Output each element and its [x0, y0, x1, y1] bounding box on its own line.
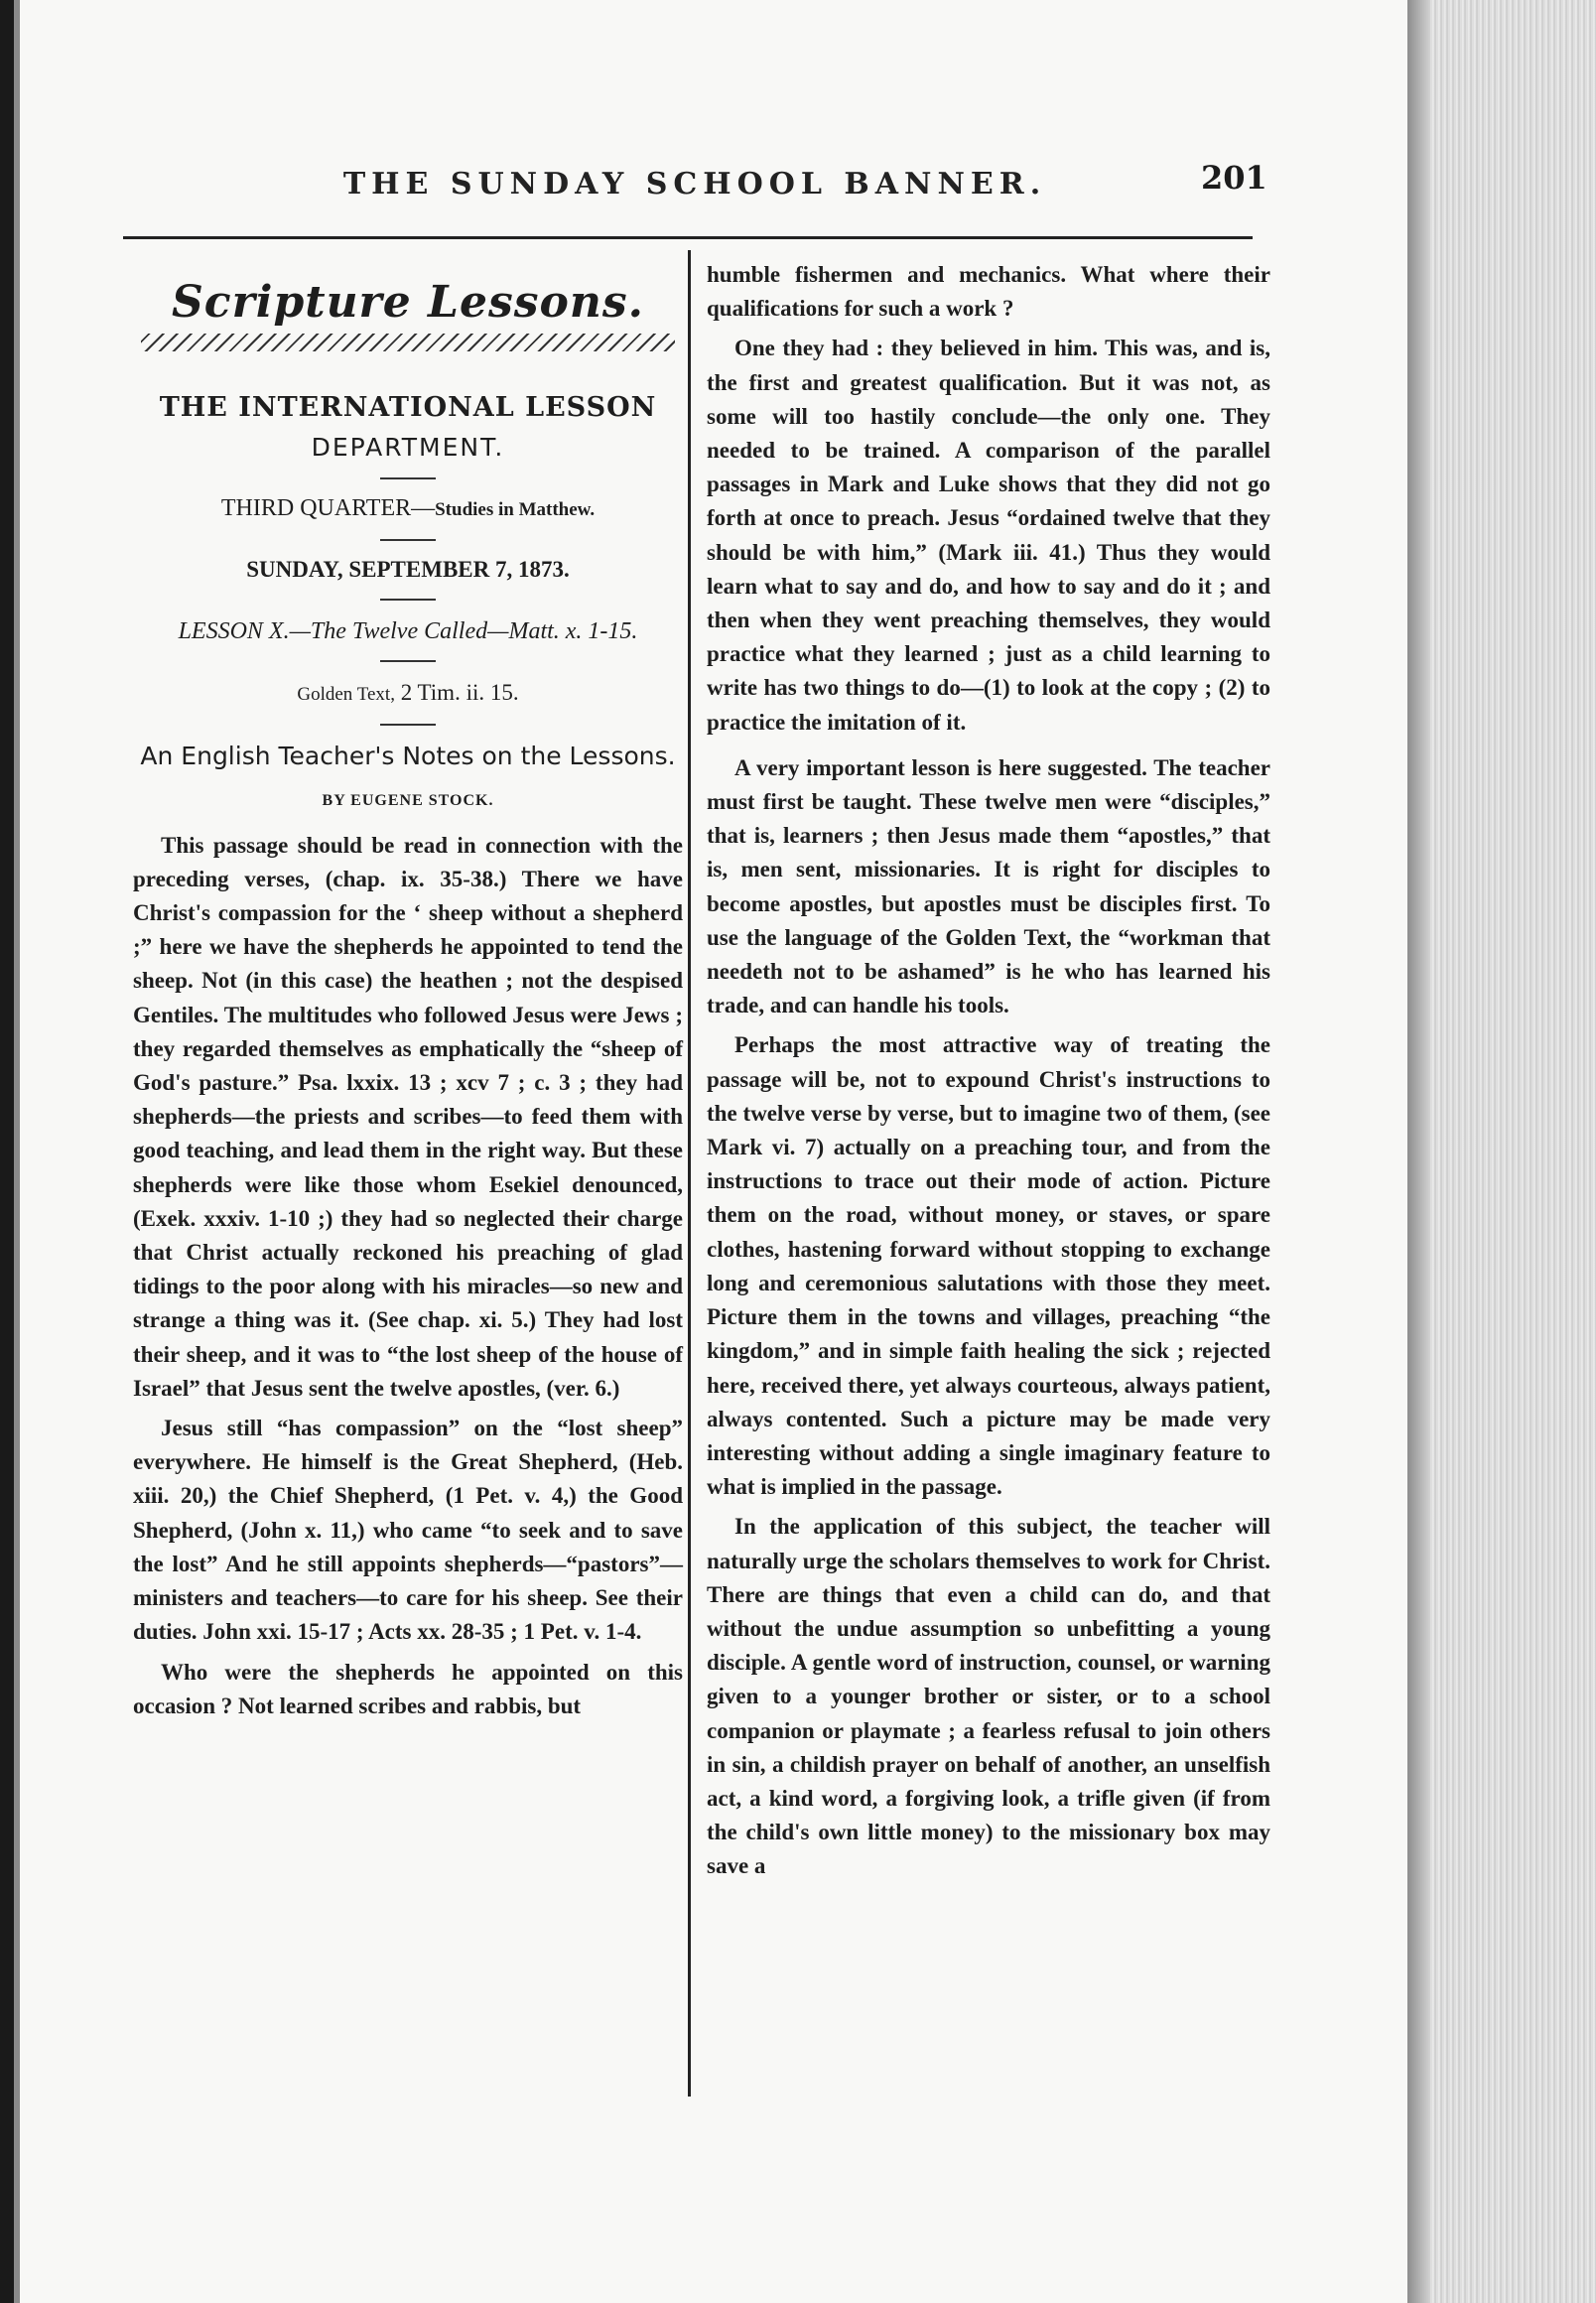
masthead-title: Scripture Lessons.: [172, 277, 644, 328]
paragraph: In the application of this subject, the teacher will naturally urge the scholars themselves to work for Christ. There are things that even a child can do, and that without the undue assumption so unbefitting a young disciple. A gentle word of instruction, counsel, or warning given to a younger brother or sister, or to a school companion or playmate ; a fearless refusal to join others in sin, a childish prayer on behalf of another, an unselfish act, a kind word, a forgiving look, a trifle given (if from the child's own little money) to the missionary box may save a: [707, 1514, 1270, 1879]
short-rule: [380, 539, 436, 541]
right-column: [707, 258, 1270, 1884]
quarter-main: THIRD QUARTER—: [220, 494, 436, 521]
paragraph: One they had : they believed in him. This was, and is, the first and greatest qualification. But it was not, as some will too hastily conclude—the only one. They needed to be trained. A comparison of the parallel passages in Mark and Luke shows that they did not go forth at once to preach. Jesus “ordained twelve that they should be with him,” (Mark iii. 41.) Thus they would learn what to say and do, and how to say and do it ; and then when they went preaching themselves, they would practice what they learned ; just as a child learning to write has two things to do—(1) to look at the copy ; (2) to practice the imitation of it.: [707, 336, 1270, 735]
department-subtitle: DEPARTMENT.: [311, 433, 505, 463]
running-head: THE SUNDAY SCHOOL BANNER.: [342, 167, 1047, 202]
column-divider: [688, 250, 691, 2097]
notes-title: An English Teacher's Notes on the Lessons.: [140, 742, 676, 771]
paragraph: Jesus still “has compassion” on the “lost sheep” everywhere. He himself is the Great Shepherd, (Heb. xiii. 20,) the Chief Shepherd, (1 Pet. v. 4,) the Good Shepherd, (John x. 11,) who came “to seek and to save the lost” And he still appoints shepherds—“pastors”—ministers and teachers—to care for his sheep. See their duties. John xxi. 15-17 ; Acts xx. 28-35 ; 1 Pet. v. 1-4.: [133, 1416, 683, 1645]
book-spine: [0, 0, 14, 2303]
byline: BY EUGENE STOCK.: [322, 792, 494, 810]
golden-text: [133, 676, 683, 712]
golden-text-label: Golden Text,: [297, 684, 395, 706]
lesson-heading: LESSON X.—The Twelve Called—Matt. x. 1-15.: [178, 618, 638, 645]
page-number: 201: [1201, 159, 1267, 197]
quarter-heading: [133, 491, 683, 527]
lesson-date: SUNDAY, SEPTEMBER 7, 1873.: [246, 556, 570, 582]
paragraph: Who were the shepherds he appointed on this occasion ? Not learned scribes and rabbis, but: [133, 1659, 683, 1718]
short-rule: [380, 599, 436, 601]
short-rule: [380, 724, 436, 726]
quarter-studies: Studies in Matthew.: [435, 498, 596, 520]
left-column: [133, 258, 683, 1723]
short-rule: [380, 660, 436, 662]
short-rule: [380, 477, 436, 479]
wavy-ornament-rule: [141, 334, 675, 351]
header-rule: [123, 236, 1253, 239]
department-title: THE INTERNATIONAL LESSON: [159, 392, 657, 424]
paragraph: A very important lesson is here suggested. The teacher must first be taught. These twelve men were “disciples,” that is, learners ; then Jesus made them “apostles,” that is, men sent, missionaries. It is right for disciples to become apostles, but apostles must be disciples first. To use the language of the Golden Text, the “workman that needeth not to be ashamed” is he who has learned his trade, and can handle his tools.: [707, 754, 1270, 1018]
paragraph: Perhaps the most attractive way of treating the passage will be, not to expound Christ's instructions to the twelve verse by verse, but to imagine two of them, (see Mark vi. 7) actually on a preaching tour, and from the instructions to trace out their mode of action. Picture them on the road, without money, or staves, or spare clothes, hastening forward without stopping to exchange long and ceremonious salutations with those they meet. Picture them in the towns and villages, preaching “the kingdom,” and in simple faith healing the sick ; rejected here, received there, yet always courteous, always patient, always contented. Such a picture may be made very interesting without adding a single imaginary feature to what is implied in the passage.: [707, 1032, 1270, 1500]
golden-text-ref: 2 Tim. ii. 15.: [394, 680, 519, 706]
paragraph: humble fishermen and mechanics. What where their qualifications for such a work ?: [707, 262, 1270, 322]
page-edges: [1407, 0, 1596, 2303]
paragraph: This passage should be read in connection with the preceding verses, (chap. ix. 35-38.) There we have Christ's compassion for the ‘ sheep without a shepherd ;” here we have the shepherds he appointed to tend the sheep. Not (in this case) the heathen ; not the despised Gentiles. The multitudes who followed Jesus were Jews ; they regarded themselves as emphatically the “sheep of God's pasture.” Psa. lxxix. 13 ; xcv 7 ; c. 3 ; they had shepherds—the priests and scribes—to feed them with good teaching, and lead them in the right way. But these shepherds were like those whom Esekiel denounced, (Exek. xxxiv. 1-10 ;) they had so neglected their charge that Christ actually reckoned his preaching of glad tidings to the poor along with his miracles—so new and strange a thing was it. (See chap. xi. 5.) They had lost their sheep, and it was to “the lost sheep of the house of Israel” that Jesus sent the twelve apostles, (ver. 6.): [133, 832, 683, 1401]
